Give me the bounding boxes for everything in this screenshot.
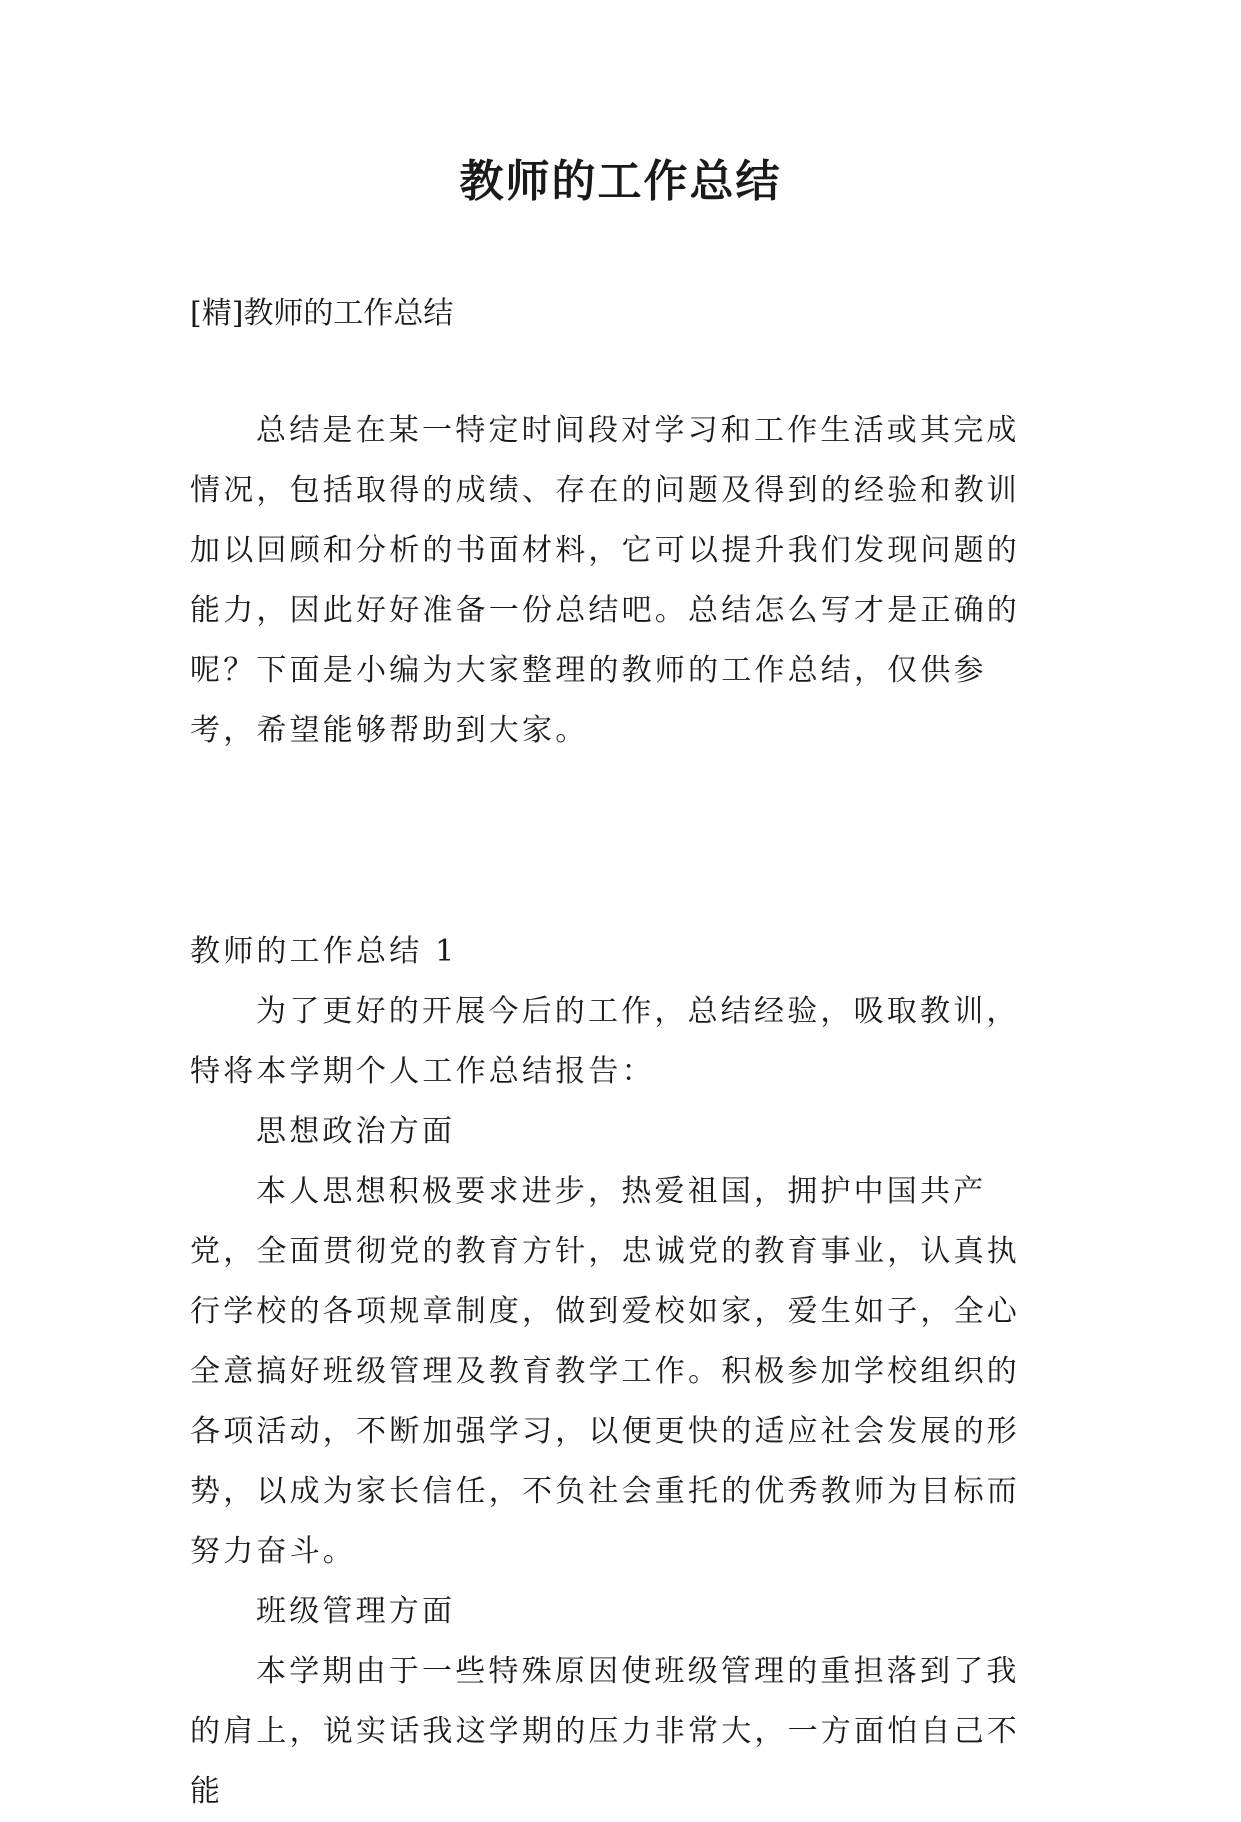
intro-paragraph: 总结是在某一特定时间段对学习和工作生活或其完成情况，包括取得的成绩、存在的问题及得到的经验和教训加以回顾和分析的书面材料，它可以提升我们发现问题的能力，因此好好准备一份总结吧。总结怎么写才是正确的呢？下面是小编为大家整理的教师的工作总结，仅供参考，希望能够帮助到大家。 [190, 413, 1020, 748]
section-1 [190, 922, 1050, 1822]
body-paragraph: 本人思想积极要求进步，热爱祖国，拥护中国共产党，全面贯彻党的教育方针，忠诚党的教育事业，认真执行学校的各项规章制度，做到爱校如家，爱生如子，全心全意搞好班级管理及教育教学工作。积极参加学校组织的各项活动，不断加强学习，以便更快的适应社会发展的形势，以成为家长信任，不负社会重托的优秀教师为目标而努力奋斗。 [190, 1174, 1020, 1569]
subheading-politics: 思想政治方面 [256, 1114, 456, 1149]
body-paragraph: 为了更好的开展今后的工作，总结经验，吸取教训，特将本学期个人工作总结报告： [190, 994, 1020, 1089]
section-heading: 教师的工作总结 1 [190, 934, 458, 969]
body-paragraph: 本学期由于一些特殊原因使班级管理的重担落到了我的肩上，说实话我这学期的压力非常大，一方面怕自己不能 [190, 1654, 1020, 1809]
subheading-class-management: 班级管理方面 [256, 1594, 456, 1629]
document-subtitle: [精]教师的工作总结 [190, 296, 454, 331]
document-title: 教师的工作总结 [459, 156, 782, 207]
intro-section [190, 401, 1050, 761]
